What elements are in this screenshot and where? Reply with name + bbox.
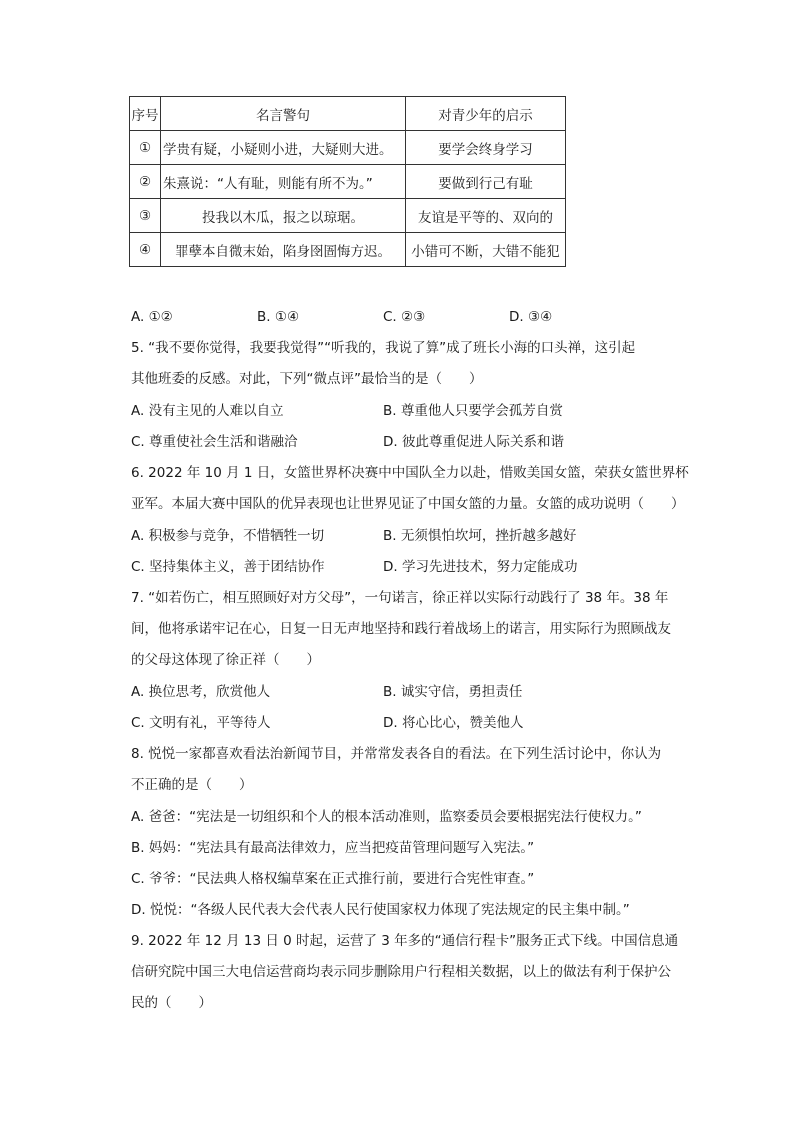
header-num: 序号 [130,97,161,131]
q7-stem-line-2: 间，他将承诺牢记在心，日复一日无声地坚持和践行着战场上的诺言，用实际行为照顾战友 [131,621,671,637]
header-insight: 对青少年的启示 [406,97,566,131]
row-quote: 朱熹说：“人有耻，则能有所不为。” [161,165,406,199]
table-row [130,165,566,199]
q8-option-c[interactable]: C. 爷爷：“民法典人格权编草案在正式推行前，要进行合宪性审查。” [131,871,535,887]
table-header-row [130,97,566,131]
q4-option-a[interactable]: A. ①② [131,309,173,325]
q4-option-b[interactable]: B. ①④ [257,309,300,325]
row-num: ② [130,165,161,199]
q7-option-c[interactable]: C. 文明有礼，平等待人 [131,715,271,731]
q4-option-d[interactable]: D. ③④ [509,309,553,325]
row-insight: 友谊是平等的、双向的 [406,199,566,233]
q6-option-a[interactable]: A. 积极参与竞争，不惜牺牲一切 [131,528,325,544]
q7-stem-line-1: 7. “如若伤亡，相互照顾好对方父母”，一句诺言，徐正祥以实际行动践行了 38 年。38 年 [131,590,669,606]
q5-stem-line-1: 5. “我不要你觉得，我要我觉得”“听我的，我说了算”成了班长小海的口头禅，这引起 [131,340,636,356]
row-num: ③ [130,199,161,233]
q5-option-d[interactable]: D. 彼此尊重促进人际关系和谐 [383,434,564,450]
q5-option-a[interactable]: A. 没有主见的人难以自立 [131,403,284,419]
q6-option-c[interactable]: C. 坚持集体主义，善于团结协作 [131,559,325,575]
row-quote: 学贵有疑，小疑则小进，大疑则大进。 [161,131,406,165]
row-insight: 要学会终身学习 [406,131,566,165]
table-row [130,233,566,267]
q6-option-d[interactable]: D. 学习先进技术，努力定能成功 [383,559,578,575]
row-quote: 罪孽本自微末始，陷身囹圄悔方迟。 [161,233,406,267]
q6-stem-line-2: 亚军。本届大赛中国队的优异表现也让世界见证了中国女篮的力量。女篮的成功说明（ ） [131,496,685,512]
row-insight: 小错可不断，大错不能犯 [406,233,566,267]
q7-stem-line-3: 的父母这体现了徐正祥（ ） [131,652,320,668]
q4-option-c[interactable]: C. ②③ [383,309,426,325]
q6-stem-line-1: 6. 2022 年 10 月 1 日，女篮世界杯决赛中中国队全力以赴，惜败美国女篮，荣获女篮世界杯 [131,465,689,481]
q5-stem-line-2: 其他班委的反感。对此，下列“微点评”最恰当的是（ ） [131,371,483,387]
q7-option-b[interactable]: B. 诚实守信，勇担责任 [383,684,523,700]
table-row [130,199,566,233]
q9-stem-line-3: 民的（ ） [131,995,212,1011]
q8-option-d[interactable]: D. 悦悦：“各级人民代表大会代表人民行使国家权力体现了宪法规定的民主集中制。” [131,902,630,918]
q5-option-c[interactable]: C. 尊重使社会生活和谐融洽 [131,434,298,450]
q8-stem-line-1: 8. 悦悦一家都喜欢看法治新闻节目，并常常发表各自的看法。在下列生活讨论中，你认为 [131,746,662,762]
q8-option-b[interactable]: B. 妈妈：“宪法具有最高法律效力，应当把疫苗管理问题写入宪法。” [131,840,535,856]
q8-stem-line-2: 不正确的是（ ） [131,777,253,793]
header-quote: 名言警句 [161,97,406,131]
row-quote: 投我以木瓜，报之以琼琚。 [161,199,406,233]
q9-stem-line-2: 信研究院中国三大电信运营商均表示同步删除用户行程相关数据，以上的做法有利于保护公 [131,964,671,980]
quote-table [129,96,566,267]
q8-option-a[interactable]: A. 爸爸：“宪法是一切组织和个人的根本活动准则，监察委员会要根据宪法行使权力。” [131,809,642,825]
q9-stem-line-1: 9. 2022 年 12 月 13 日 0 时起，运营了 3 年多的“通信行程卡”服务正式下线。中国信息通 [131,933,679,949]
q7-option-a[interactable]: A. 换位思考，欣赏他人 [131,684,271,700]
q6-option-b[interactable]: B. 无须惧怕坎坷，挫折越多越好 [383,528,577,544]
q5-option-b[interactable]: B. 尊重他人只要学会孤芳自赏 [383,403,563,419]
row-num: ① [130,131,161,165]
row-insight: 要做到行己有耻 [406,165,566,199]
table-row [130,131,566,165]
row-num: ④ [130,233,161,267]
q7-option-d[interactable]: D. 将心比心，赞美他人 [383,715,524,731]
